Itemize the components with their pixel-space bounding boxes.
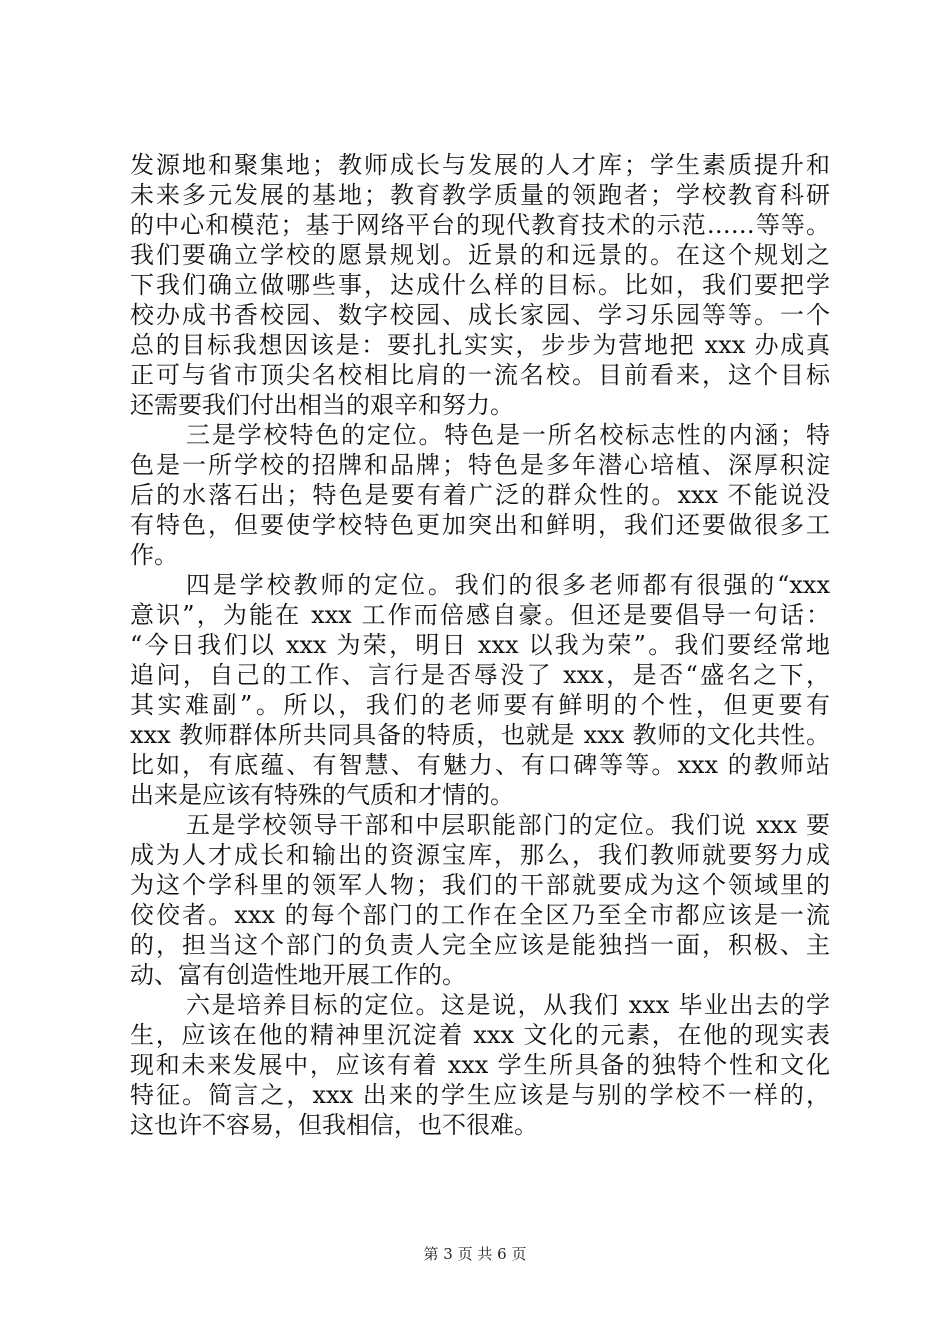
text-line: 我们要确立学校的愿景规划。近景的和远景的。在这个规划之 [130, 241, 830, 269]
body-text [130, 150, 830, 1140]
paragraph-first-line: 六是培养目标的定位。这是说，从我们 xxx 毕业出去的学 [186, 991, 830, 1019]
text-line: 后的水落石出；特色是要有着广泛的群众性的。xxx 不能说没 [130, 481, 830, 509]
text-line: 还需要我们付出相当的艰辛和努力。 [130, 391, 514, 419]
text-line: 下我们确立做哪些事，达成什么样的目标。比如，我们要把学 [130, 271, 830, 299]
text-line: 比如，有底蕴、有智慧、有魅力、有口碑等等。xxx 的教师站 [130, 751, 830, 779]
text-line: xxx 教师群体所共同具备的特质，也就是 xxx 教师的文化共性。 [130, 721, 830, 749]
text-line: 动、富有创造性地开展工作的。 [130, 961, 466, 989]
text-line: 正可与省市顶尖名校相比肩的一流名校。目前看来，这个目标 [130, 361, 830, 389]
text-line: 未来多元发展的基地；教育教学质量的领跑者；学校教育科研 [130, 181, 830, 209]
text-line: 色是一所学校的招牌和品牌；特色是多年潜心培植、深厚积淀 [130, 451, 830, 479]
text-line: 作。 [130, 541, 178, 569]
paragraph-first-line: 五是学校领导干部和中层职能部门的定位。我们说 xxx 要 [186, 811, 830, 839]
page-footer: 第 3 页 共 6 页 [423, 1245, 527, 1263]
text-line: 特征。简言之，xxx 出来的学生应该是与别的学校不一样的， [130, 1081, 830, 1109]
text-line: 这也许不容易，但我相信，也不很难。 [130, 1111, 538, 1139]
paragraph-first-line: 三是学校特色的定位。特色是一所名校标志性的内涵；特 [186, 421, 830, 449]
text-line: 生，应该在他的精神里沉淀着 xxx 文化的元素，在他的现实表 [130, 1021, 830, 1049]
text-line: 现和未来发展中，应该有着 xxx 学生所具备的独特个性和文化 [130, 1051, 830, 1079]
text-line: 为这个学科里的领军人物；我们的干部就要成为这个领域里的 [130, 871, 830, 899]
text-line: “今日我们以 xxx 为荣，明日 xxx 以我为荣”。我们要经常地 [130, 631, 830, 659]
text-line: 意识”，为能在 xxx 工作而倍感自豪。但还是要倡导一句话： [130, 601, 830, 629]
text-line: 发源地和聚集地；教师成长与发展的人才库；学生素质提升和 [130, 151, 830, 179]
paragraph-first-line: 四是学校教师的定位。我们的很多老师都有很强的“xxx [186, 571, 830, 599]
text-line: 的中心和模范；基于网络平台的现代教育技术的示范……等等。 [130, 211, 830, 239]
text-line: 校办成书香校园、数字校园、成长家园、学习乐园等等。一个 [130, 301, 830, 329]
text-line: 出来是应该有特殊的气质和才情的。 [130, 781, 514, 809]
text-line: 其实难副”。所以，我们的老师要有鲜明的个性，但更要有 [130, 691, 830, 719]
text-line: 佼佼者。xxx 的每个部门的工作在全区乃至全市都应该是一流 [130, 901, 830, 929]
text-line: 成为人才成长和输出的资源宝库，那么，我们教师就要努力成 [130, 841, 830, 869]
text-line: 追问，自己的工作、言行是否辱没了 xxx，是否“盛名之下， [130, 661, 830, 689]
text-line: 有特色，但要使学校特色更加突出和鲜明，我们还要做很多工 [130, 511, 830, 539]
text-line: 的，担当这个部门的负责人完全应该是能独挡一面，积极、主 [130, 931, 830, 959]
text-line: 总的目标我想因该是：要扎扎实实，步步为营地把 xxx 办成真 [130, 331, 830, 359]
